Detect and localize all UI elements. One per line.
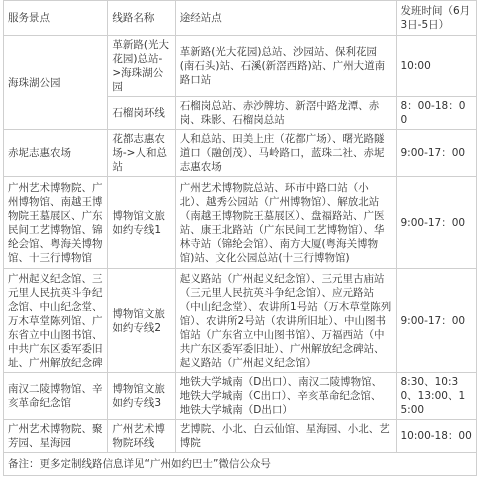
table-row bbox=[4, 373, 477, 420]
time-cell: 9:00-17：00 bbox=[396, 130, 477, 177]
stops-cell: 革新路(光大花园)总站、沙园站、保利花园(南石头)站、石溪(新滘西路)站、广州大道南路口站 bbox=[175, 36, 396, 97]
header-departure-time: 发班时间（6月3日-5日） bbox=[396, 1, 477, 36]
note-row bbox=[4, 453, 477, 476]
stops-cell: 艺博院、小北、白云仙馆、星海园、小北、艺博院 bbox=[175, 420, 396, 453]
table-header-row bbox=[4, 1, 477, 36]
route-name-cell: 花都志惠农场->人和总站 bbox=[108, 130, 175, 177]
stops-cell: 人和总站、田美上庄（花都广场）、曙光路隧道口（融创茂）、马岭路口，蓝珠二社、赤坭志惠农场 bbox=[175, 130, 396, 177]
attraction-cell: 广州艺术博物院、聚芳园、星海园 bbox=[4, 420, 108, 453]
attraction-cell: 赤坭志惠农场 bbox=[4, 130, 108, 177]
time-cell: 9:00-17：00 bbox=[396, 177, 477, 269]
stops-cell: 广州艺术博物院总站、环市中路口站（小北）、越秀公园站（广州博物馆）、解放北站（南越王博物院王墓展区）、盘福路站、广医站、康王北路站（广东民间工艺博物馆）、华林寺站（锦纶会馆）、南方大厦(粤海关博物馆)站、文化公园总站(十三行博物馆) bbox=[175, 177, 396, 269]
route-name-cell: 广州艺术博物院环线 bbox=[108, 420, 175, 453]
header-stops: 途经站点 bbox=[175, 1, 396, 36]
route-name-cell: 革新路(光大花园)总站->海珠湖公园 bbox=[108, 36, 175, 97]
time-cell: 8:30、10:30、13:00、15:00 bbox=[396, 373, 477, 420]
bus-routes-table bbox=[3, 0, 477, 476]
table-row bbox=[4, 36, 477, 97]
table-row bbox=[4, 420, 477, 453]
route-name-cell: 博物馆文旅如约专线2 bbox=[108, 269, 175, 373]
route-name-cell: 博物馆文旅如约专线3 bbox=[108, 373, 175, 420]
stops-cell: 石榴岗总站、赤沙牌坊、新滘中路龙潭、赤岗、珠影、石榴岗总站 bbox=[175, 97, 396, 130]
header-attraction: 服务景点 bbox=[4, 1, 108, 36]
attraction-cell: 海珠湖公园 bbox=[4, 36, 108, 130]
table-row bbox=[4, 177, 477, 269]
table-row bbox=[4, 269, 477, 373]
attraction-cell: 广州起义纪念馆、三元里人民抗英斗争纪念馆、中山纪念堂、万木草堂陈列馆、广东省立中山图书馆、中共广东区委军委旧址、广州解放纪念碑 bbox=[4, 269, 108, 373]
time-cell: 10:00-18：00 bbox=[396, 420, 477, 453]
time-cell: 9:00-17：00 bbox=[396, 269, 477, 373]
attraction-cell: 广州艺术博物院、广州博物馆、南越王博物院王墓展区、广东民间工艺博物馆、锦纶会馆、粤海关博物馆、十三行博物馆 bbox=[4, 177, 108, 269]
note-text: 备注：更多定制线路信息详见“广州如约巴士”微信公众号 bbox=[4, 453, 477, 476]
route-name-cell: 博物馆文旅如约专线1 bbox=[108, 177, 175, 269]
table-row bbox=[4, 130, 477, 177]
time-cell: 8：00-18：00 bbox=[396, 97, 477, 130]
time-cell: 10:00 bbox=[396, 36, 477, 97]
stops-cell: 地铁大学城南（D出口）、南汉二陵博物馆、地铁大学城南（C出口）、辛亥革命纪念馆、地铁大学城南（D出口） bbox=[175, 373, 396, 420]
attraction-cell: 南汉二陵博物馆、辛亥革命纪念馆 bbox=[4, 373, 108, 420]
header-route-name: 线路名称 bbox=[108, 1, 175, 36]
route-name-cell: 石榴岗环线 bbox=[108, 97, 175, 130]
stops-cell: 起义路站（广州起义纪念馆）、三元里古庙站（三元里人民抗英斗争纪念馆）、应元路站（中山纪念堂）、农讲所1号站（万木草堂陈列馆）、农讲所2号站（农讲所旧址）、中山图书馆站（广东省立中山图书馆）、万福西站（中共广东区委军委旧址）、广州解放纪念碑站、起义路站（广州起义纪念馆） bbox=[175, 269, 396, 373]
